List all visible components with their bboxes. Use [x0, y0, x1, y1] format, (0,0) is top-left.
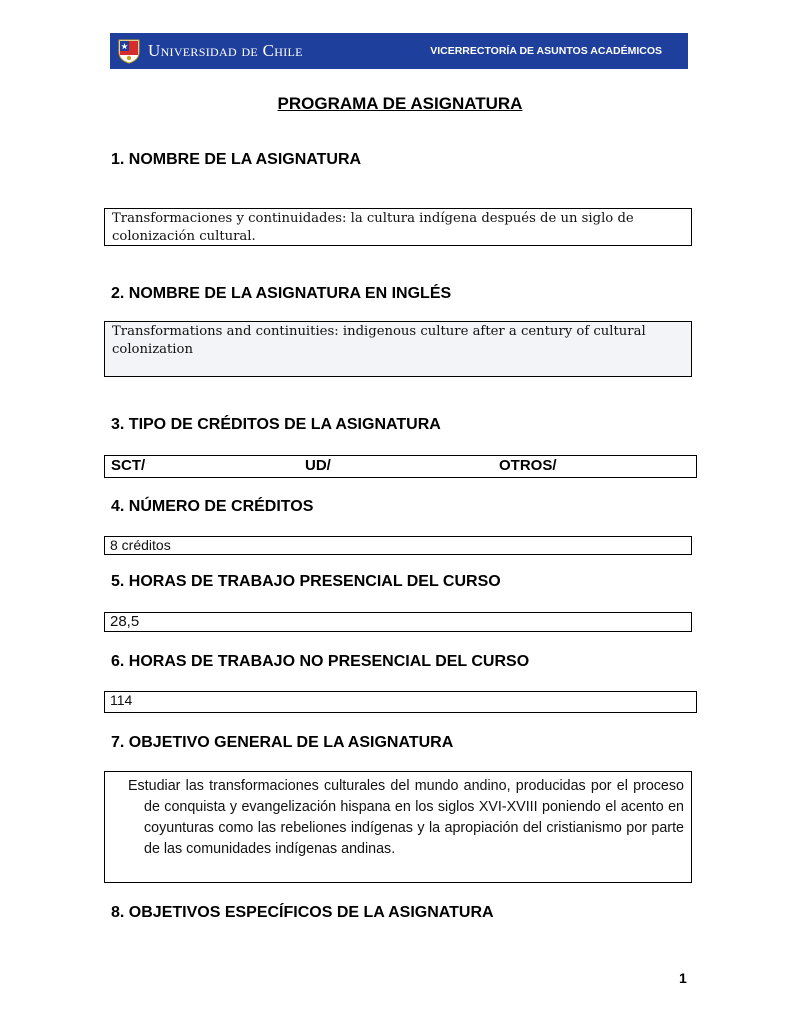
- section-3-heading: 3. TIPO DE CRÉDITOS DE LA ASIGNATURA: [111, 416, 441, 433]
- university-name: Universidad de Chile: [148, 41, 303, 60]
- presential-hours-field: 28,5: [104, 612, 692, 632]
- section-8-heading: 8. OBJETIVOS ESPECÍFICOS DE LA ASIGNATURA: [111, 904, 494, 921]
- section-5-heading: 5. HORAS DE TRABAJO PRESENCIAL DEL CURSO: [111, 573, 501, 590]
- header-banner: [110, 33, 688, 69]
- page-number: 1: [679, 970, 687, 986]
- credit-type-otros: OTROS/: [499, 457, 557, 474]
- section-6-heading: 6. HORAS DE TRABAJO NO PRESENCIAL DEL CURSO: [111, 653, 530, 670]
- section-7-heading: 7. OBJETIVO GENERAL DE LA ASIGNATURA: [111, 734, 454, 751]
- credit-type-sct: SCT/: [111, 457, 146, 474]
- section-2-heading: 2. NOMBRE DE LA ASIGNATURA EN INGLÉS: [111, 285, 452, 302]
- section-1-heading: 1. NOMBRE DE LA ASIGNATURA: [111, 151, 362, 168]
- credits-number-field: 8 créditos: [104, 536, 692, 555]
- university-crest-icon: [118, 38, 140, 64]
- non-presential-hours-field: 114: [104, 691, 697, 713]
- credit-type-row: [104, 455, 697, 478]
- credit-type-ud: UD/: [305, 457, 331, 474]
- section-4-heading: 4. NÚMERO DE CRÉDITOS: [111, 498, 314, 515]
- page-title: PROGRAMA DE ASIGNATURA: [277, 94, 523, 113]
- course-name-english-field: Transformations and continuities: indigenous culture after a century of cultural colonization: [104, 321, 692, 377]
- general-objective-field: Estudiar las transformaciones culturales del mundo andino, producidas por el proceso de conquista y evangelización hispana en los siglos XVI-XVIII poniendo el acento en coyunturas como las rebeliones indígenas y la apropiación del cristianismo por parte de las comunidades indígenas andinas.: [104, 771, 692, 883]
- course-name-field: Transformaciones y continuidades: la cultura indígena después de un siglo de colonización cultural.: [104, 208, 692, 246]
- office-name: VICERRECTORÍA DE ASUNTOS ACADÉMICOS: [430, 45, 662, 57]
